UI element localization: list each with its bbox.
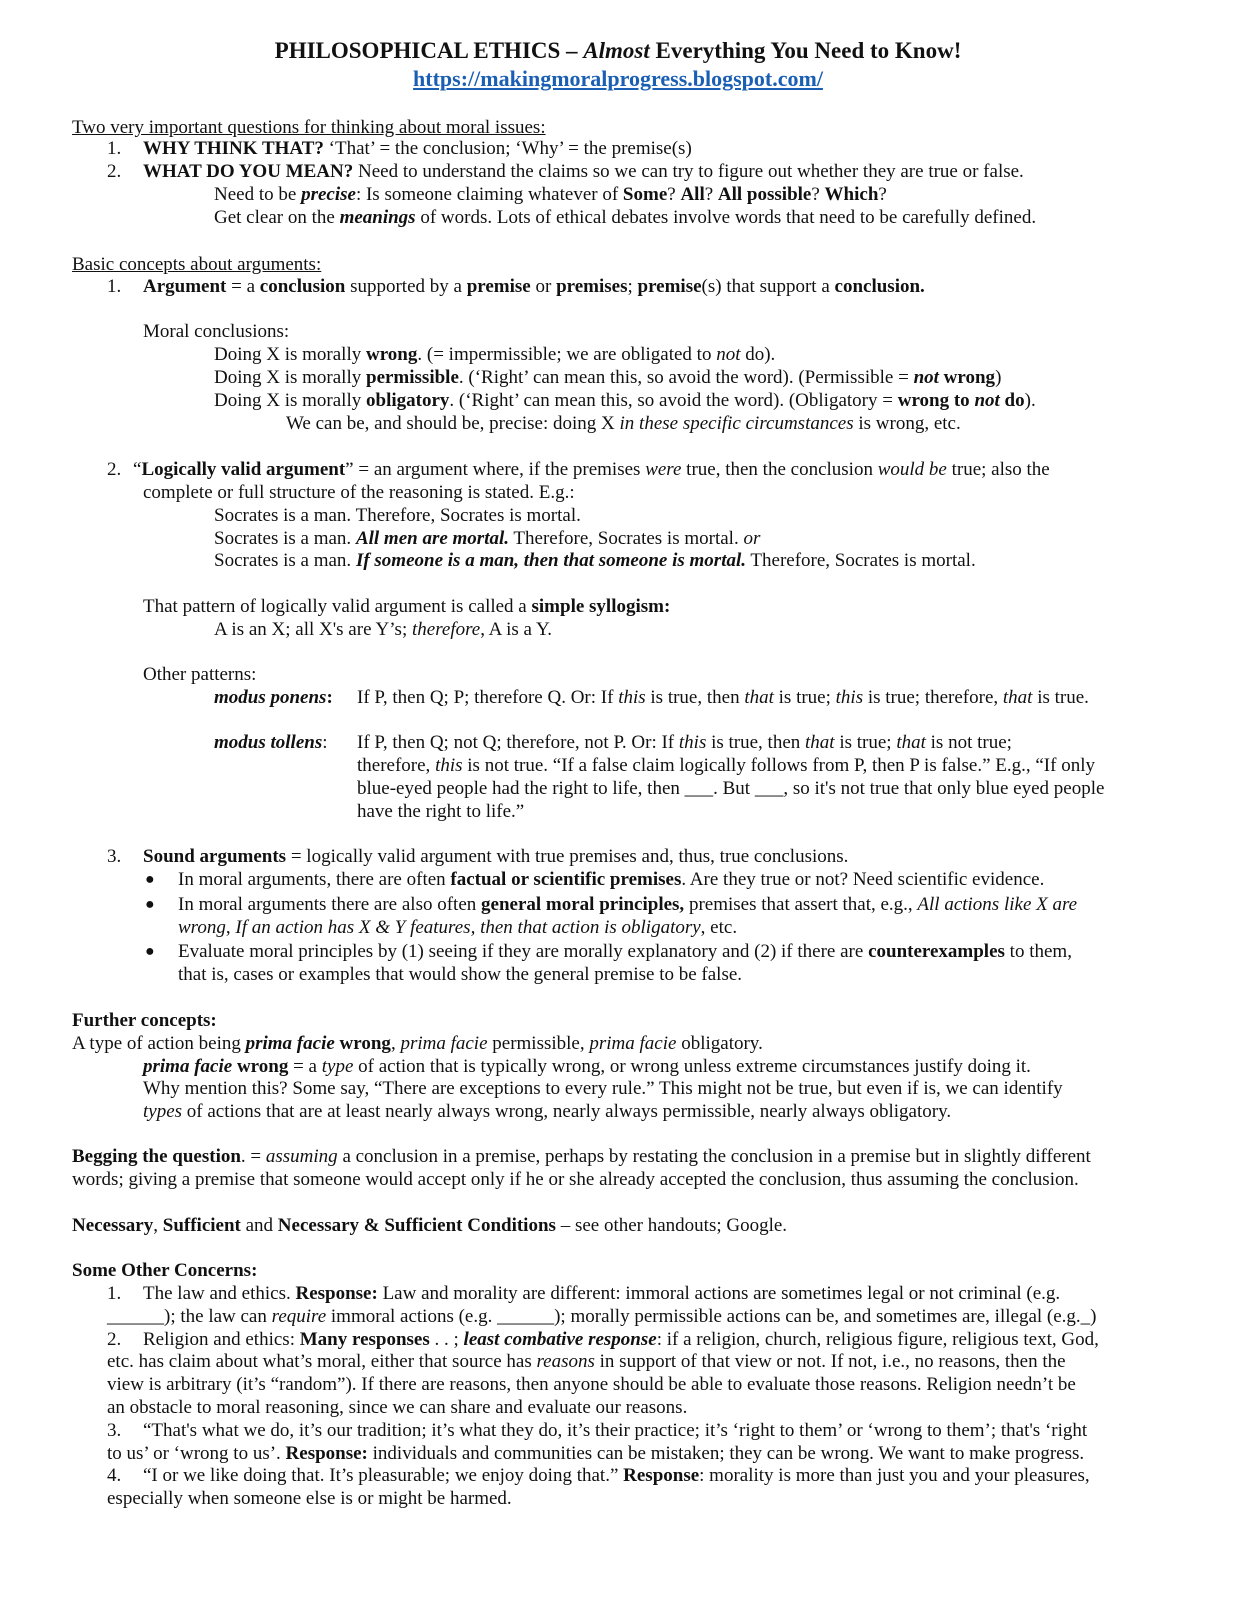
text-line: Socrates is a man. All men are mortal. Therefore, Socrates is mortal. or [214, 528, 761, 549]
text-line: Moral conclusions: [143, 321, 290, 342]
text-line: If P, then Q; P; therefore Q. Or: If this is true, then that is true; this is true; therefore, that is true. [357, 687, 1089, 708]
text-line: Need to be precise: Is someone claiming whatever of Some? All? All possible? Which? [214, 184, 887, 205]
bullet-icon: ● [145, 943, 155, 960]
text-line: especially when someone else is or might be harmed. [107, 1488, 512, 1509]
list-number: 2. [107, 459, 122, 480]
text-line: Evaluate moral principles by (1) seeing if they are morally explanatory and (2) if there are counterexamples to them, [178, 941, 1072, 962]
text-line: A is an X; all X's are Y’s; therefore, A is a Y. [214, 619, 553, 640]
text-line: blue-eyed people had the right to life, then ___. But ___, so it's not true that only blue eyed people [357, 778, 1105, 799]
text-line: ______); the law can require immoral actions (e.g. ______); morally permissible actions can be, and sometimes are, illegal (e.g._) [107, 1306, 1097, 1327]
valid-argument-definition: “Logically valid argument” = an argument where, if the premises were true, then the conclusion would be true; also the [133, 459, 1050, 480]
text-line: Doing X is morally obligatory. (‘Right’ can mean this, so avoid the word). (Obligatory = wrong to not do). [214, 390, 1036, 411]
text-line: Religion and ethics: Many responses . . ; least combative response: if a religion, church, religious figure, religious text, God, [143, 1329, 1099, 1350]
text-line: to us’ or ‘wrong to us’. Response: individuals and communities can be mistaken; they can be wrong. We want to make progress. [107, 1443, 1085, 1464]
text-line: Socrates is a man. If someone is a man, then that someone is mortal. Therefore, Socrates is mortal. [214, 550, 976, 571]
list-number: 1. [107, 276, 122, 297]
list-number: 1. [107, 1283, 122, 1304]
list-number: 3. [107, 846, 122, 867]
text-line: Why mention this? Some say, “There are exceptions to every rule.” This might not be true, but even if is, we can identify [143, 1078, 1063, 1099]
bullet-icon: ● [145, 896, 155, 913]
list-number: 2. [107, 1329, 122, 1350]
modus-ponens-label: modus ponens: [214, 687, 333, 708]
text-line: types of actions that are at least nearly always wrong, nearly always permissible, nearly always obligatory. [143, 1101, 952, 1122]
text-line: If P, then Q; not Q; therefore, not P. Or: If this is true, then that is true; that is not true; [357, 732, 1012, 753]
text-line: words; giving a premise that someone would accept only if he or she already accepted the conclusion, thus assuming the conclusion. [72, 1169, 1079, 1190]
question-what: WHAT DO YOU MEAN? Need to understand the claims so we can try to figure out whether they are true or false. [143, 161, 1024, 182]
text-line: Doing X is morally permissible. (‘Right’ can mean this, so avoid the word). (Permissible = not wrong) [214, 367, 1002, 388]
question-why: WHY THINK THAT? ‘That’ = the conclusion; ‘Why’ = the premise(s) [143, 138, 692, 159]
section-heading-arguments: Basic concepts about arguments: [72, 254, 322, 275]
text-line: “That's what we do, it’s our tradition; it’s what they do, it’s their practice; it’s ‘right to them’ or ‘wrong to them’; that's ‘right [143, 1420, 1088, 1441]
text-line: that is, cases or examples that would show the general premise to be false. [178, 964, 743, 985]
section-heading-further: Further concepts: [72, 1010, 217, 1031]
text-line: Other patterns: [143, 664, 257, 685]
text-line: In moral arguments, there are often factual or scientific premises. Are they true or not? Need scientific evidence. [178, 869, 1045, 890]
text-line: therefore, this is not true. “If a false claim logically follows from P, then P is false.” E.g., “If only [357, 755, 1095, 776]
blog-link[interactable]: https://makingmoralprogress.blogspot.com/ [413, 66, 823, 91]
list-number: 4. [107, 1465, 122, 1486]
text-line: That pattern of logically valid argument is called a simple syllogism: [143, 596, 671, 617]
bullet-icon: ● [145, 871, 155, 888]
page-title: PHILOSOPHICAL ETHICS – Almost Everything You Need to Know! [274, 38, 962, 63]
sound-argument-definition: Sound arguments = logically valid argument with true premises and, thus, true conclusions. [143, 846, 849, 867]
modus-tollens-label: modus tollens: [214, 732, 328, 753]
text-line: The law and ethics. Response: Law and morality are different: immoral actions are sometimes legal or not criminal (e.g. [143, 1283, 1061, 1304]
text-line: In moral arguments there are also often general moral principles, premises that assert that, e.g., All actions like X are [178, 894, 1078, 915]
text-line: Doing X is morally wrong. (= impermissible; we are obligated to not do). [214, 344, 776, 365]
argument-definition: Argument = a conclusion supported by a premise or premises; premise(s) that support a conclusion. [143, 276, 925, 297]
section-heading-concerns: Some Other Concerns: [72, 1260, 258, 1281]
begging-question-paragraph: Begging the question. = assuming a conclusion in a premise, perhaps by restating the conclusion in a premise but in slightly different [72, 1146, 1091, 1167]
list-number: 1. [107, 138, 122, 159]
text-line: “I or we like doing that. It’s pleasurable; we enjoy doing that.” Response: morality is more than just you and your pleasures, [143, 1465, 1090, 1486]
text-line: have the right to life.” [357, 801, 525, 822]
section-heading-questions: Two very important questions for thinking about moral issues: [72, 117, 546, 138]
text-line: etc. has claim about what’s moral, either that source has reasons in support of that view or not. If not, i.e., no reasons, then the [107, 1351, 1066, 1372]
text-line: Socrates is a man. Therefore, Socrates is mortal. [214, 505, 581, 526]
text-line: wrong, If an action has X & Y features, then that action is obligatory, etc. [178, 917, 738, 938]
list-number: 2. [107, 161, 122, 182]
text-line: view is arbitrary (it’s “random”). If there are reasons, then anyone should be able to evaluate those reasons. Religion needn’t be [107, 1374, 1076, 1395]
list-number: 3. [107, 1420, 122, 1441]
text-line: Get clear on the meanings of words. Lots of ethical debates involve words that need to be carefully defined. [214, 207, 1037, 228]
conditions-paragraph: Necessary, Sufficient and Necessary & Sufficient Conditions – see other handouts; Google. [72, 1215, 788, 1236]
text-line: We can be, and should be, precise: doing X in these specific circumstances is wrong, etc. [286, 413, 961, 434]
text-line: an obstacle to moral reasoning, since we can share and evaluate our reasons. [107, 1397, 688, 1418]
text-line: A type of action being prima facie wrong, prima facie permissible, prima facie obligatory. [72, 1033, 763, 1054]
text-line: complete or full structure of the reasoning is stated. E.g.: [143, 482, 575, 503]
text-line: prima facie wrong = a type of action that is typically wrong, or wrong unless extreme circumstances justify doing it. [143, 1056, 1031, 1077]
